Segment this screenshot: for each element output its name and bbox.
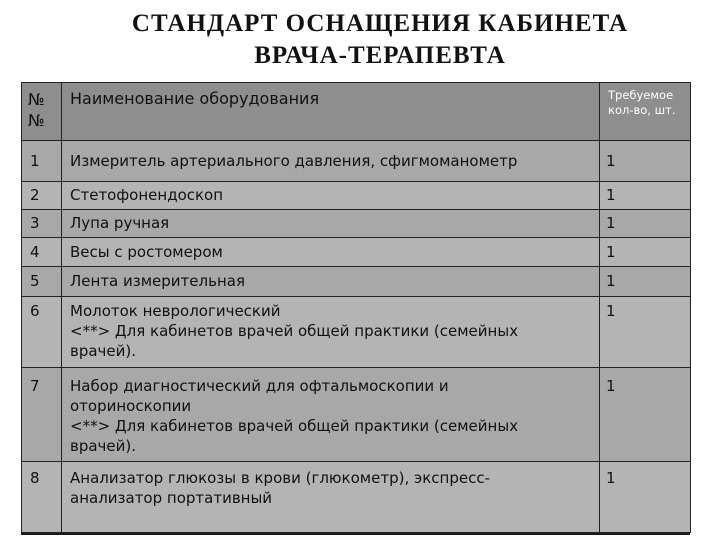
row-quantity-cell	[600, 462, 691, 533]
row-name-note-line: врачей).	[70, 342, 137, 360]
header-quantity-label: Требуемое кол-во, шт.	[608, 88, 676, 117]
row-name-note-line: <**> Для кабинетов врачей общей практики (семейных	[70, 417, 519, 435]
row-number: 8	[30, 469, 40, 487]
table-row	[22, 210, 691, 238]
header-cell-name	[62, 83, 600, 141]
row-quantity: 1	[606, 243, 616, 261]
row-number: 2	[30, 186, 40, 204]
row-number: 5	[30, 272, 40, 290]
row-name-cell	[62, 368, 600, 462]
row-name-cell	[62, 267, 600, 297]
row-name	[62, 368, 599, 456]
table-row	[22, 238, 691, 267]
row-name	[62, 267, 599, 291]
row-name-line: Измеритель артериального давления, сфигмоманометр	[70, 152, 518, 170]
row-number: 3	[30, 214, 40, 232]
slide-title	[0, 8, 720, 72]
header-number-label: № №	[28, 90, 45, 130]
table-row	[22, 141, 691, 182]
header-name-label: Наименование оборудования	[70, 89, 320, 108]
row-quantity-cell	[600, 182, 691, 210]
equipment-table	[21, 82, 691, 533]
row-name-cell	[62, 182, 600, 210]
table-header	[22, 83, 691, 141]
row-number: 7	[30, 377, 40, 395]
row-number-cell	[22, 141, 62, 182]
row-name-line: оториноскопии	[70, 397, 192, 415]
row-number: 1	[30, 152, 40, 170]
table-row	[22, 182, 691, 210]
row-number-cell	[22, 238, 62, 267]
row-name-note-line: врачей).	[70, 437, 137, 455]
row-name	[62, 182, 599, 205]
row-quantity-cell	[600, 297, 691, 368]
row-number: 6	[30, 302, 40, 320]
row-name	[62, 462, 599, 508]
row-number: 4	[30, 243, 40, 261]
row-number-cell	[22, 297, 62, 368]
row-name-line: Стетофонендоскоп	[70, 186, 224, 204]
slide-title-line-2: ВРАЧА-ТЕРАПЕВТА	[254, 42, 506, 69]
row-name-line: Набор диагностический для офтальмоскопии и	[70, 377, 449, 395]
row-quantity-cell	[600, 141, 691, 182]
row-number-cell	[22, 462, 62, 533]
table-row	[22, 267, 691, 297]
table-row	[22, 368, 691, 462]
header-cell-number	[22, 83, 62, 141]
row-name-cell	[62, 210, 600, 238]
row-name-line: Лента измерительная	[70, 272, 245, 290]
row-number-cell	[22, 368, 62, 462]
row-name-cell	[62, 141, 600, 182]
row-quantity: 1	[606, 152, 616, 170]
row-name-note-line: <**> Для кабинетов врачей общей практики (семейных	[70, 322, 519, 340]
row-quantity: 1	[606, 186, 616, 204]
row-quantity: 1	[606, 302, 616, 320]
equipment-table-container	[21, 82, 690, 535]
row-name	[62, 297, 599, 361]
table-row	[22, 462, 691, 533]
header-cell-quantity	[600, 83, 691, 141]
row-quantity: 1	[606, 469, 616, 487]
row-quantity: 1	[606, 272, 616, 290]
row-quantity-cell	[600, 238, 691, 267]
row-quantity: 1	[606, 377, 616, 395]
row-name-cell	[62, 238, 600, 267]
header-row	[22, 83, 691, 141]
row-name-line: анализатор портативный	[70, 489, 273, 507]
row-name	[62, 210, 599, 233]
row-name-cell	[62, 297, 600, 368]
row-number-cell	[22, 182, 62, 210]
row-quantity-cell	[600, 267, 691, 297]
row-name	[62, 141, 599, 171]
table-body	[22, 141, 691, 533]
row-name-line: Весы с ростомером	[70, 243, 223, 261]
row-quantity-cell	[600, 368, 691, 462]
row-name-line: Анализатор глюкозы в крови (глюкометр), экспресс-	[70, 469, 490, 487]
row-number-cell	[22, 267, 62, 297]
row-name	[62, 238, 599, 262]
row-quantity: 1	[606, 214, 616, 232]
slide-title-line-1: СТАНДАРТ ОСНАЩЕНИЯ КАБИНЕТА	[131, 10, 629, 37]
row-quantity-cell	[600, 210, 691, 238]
row-name-cell	[62, 462, 600, 533]
table-row	[22, 297, 691, 368]
row-name-line: Молоток неврологический	[70, 302, 281, 320]
row-name-line: Лупа ручная	[70, 214, 170, 232]
row-number-cell	[22, 210, 62, 238]
